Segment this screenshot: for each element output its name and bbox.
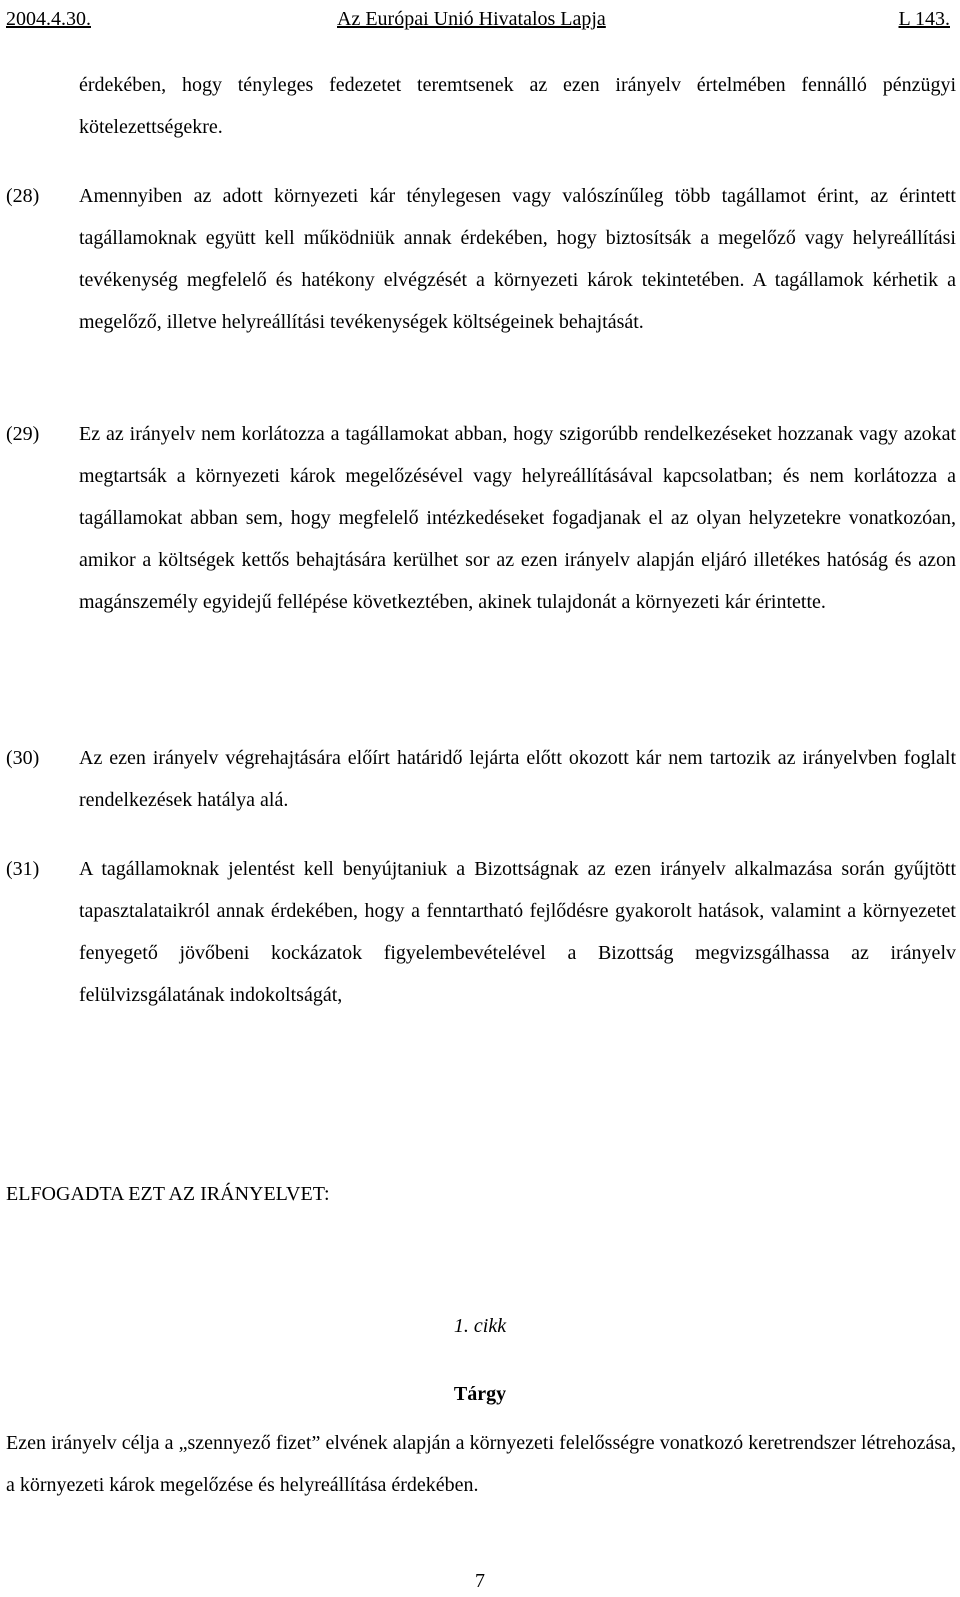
recital-text-28: Amennyiben az adott környezeti kár ténylegesen vagy valószínűleg több tagállamot érint, az érintett tagállamoknak együtt kell működniük annak érdekében, hogy biztosítsák a megelőző vagy helyreállítási tevékenység megfelelő és hatékony elvégzését a környezeti károk tekintetében. A tagállamok kérhetik a megelőző, illetve helyreállítási tevékenységek költségeinek behajtását. — [79, 185, 956, 333]
header-date: 2004.4.30. — [6, 8, 91, 30]
article-number: 1. cikk — [453, 1315, 507, 1337]
page-number: 7 — [475, 1570, 485, 1592]
continuation-paragraph: érdekében, hogy tényleges fedezetet teremtsenek az ezen irányelv értelmében fennálló pénzügyi kötelezettségekre. — [79, 74, 956, 138]
article-text: Ezen irányelv célja a „szennyező fizet” elvének alapján a környezeti felelősségre vonatkozó keretrendszer létrehozása, a környezeti károk megelőzése és helyreállítása érdekében. — [6, 1432, 956, 1496]
article-title: Tárgy — [453, 1383, 507, 1405]
header-journal-title: Az Európai Unió Hivatalos Lapja — [337, 8, 606, 30]
page-header — [6, 4, 950, 34]
recital-number-31: (31) — [6, 858, 40, 880]
closing-formula: ELFOGADTA EZT AZ IRÁNYELVET: — [6, 1183, 330, 1205]
recital-text-31: A tagállamoknak jelentést kell benyújtaniuk a Bizottságnak az ezen irányelv alkalmazása során gyűjtött tapasztalataikról annak érdekében, hogy a fenntartható fejlődésre gyakorolt hatások, valamint a környezetet fenyegető jövőbeni kockázatok figyelembevételével a Bizottság megvizsgálhassa az irányelv felülvizsgálatának indokoltságát, — [79, 858, 956, 1006]
recital-number-28: (28) — [6, 185, 40, 207]
recital-text-29: Ez az irányelv nem korlátozza a tagállamokat abban, hogy szigorúbb rendelkezéseket hozzanak vagy azokat megtartsák a környezeti károk megelőzésével vagy helyreállításával kapcsolatban; és nem korlátozza a tagállamokat abban sem, hogy megfelelő intézkedéseket fogadjanak el az olyan helyzetekre vonatkozóan, amikor a költségek kettős behajtására kerülhet sor az ezen irányelv alapján eljáró illetékes hatóság és azon magánszemély egyidejű fellépése következtében, akinek tulajdonát a környezeti kár érintette. — [79, 423, 956, 613]
header-page-reference: L 143. — [898, 8, 950, 30]
recital-text-30: Az ezen irányelv végrehajtására előírt határidő lejárta előtt okozott kár nem tartozik az irányelvben foglalt rendelkezések hatálya alá. — [79, 747, 956, 811]
recital-number-30: (30) — [6, 747, 40, 769]
recital-number-29: (29) — [6, 423, 40, 445]
